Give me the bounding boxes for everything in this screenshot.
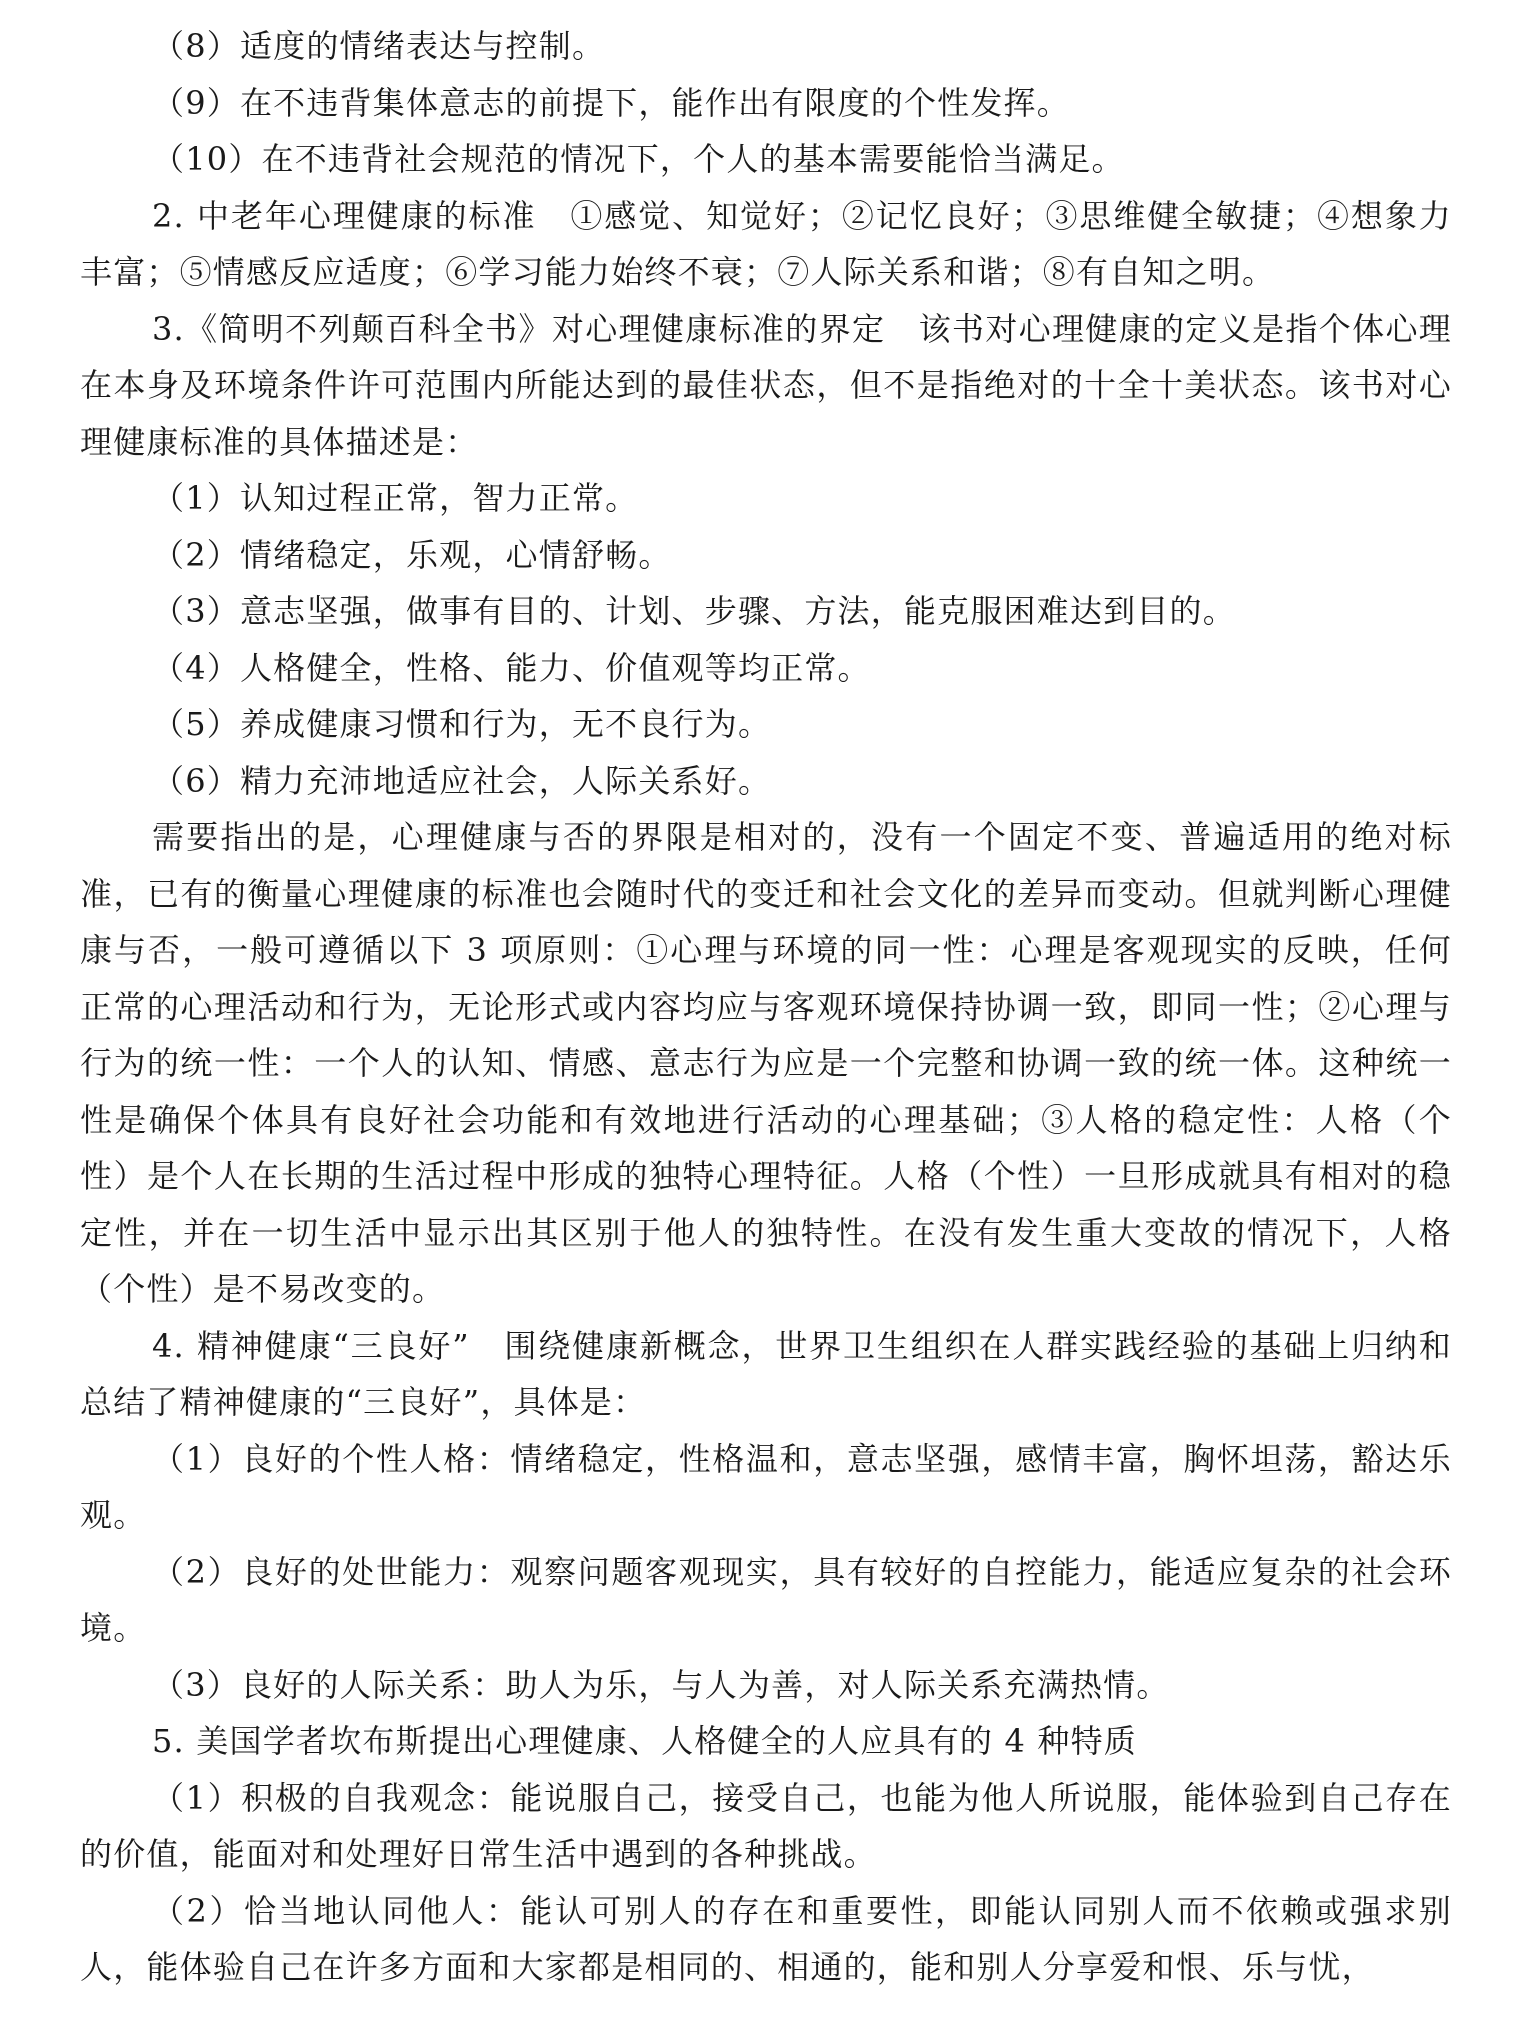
paragraph-criterion-6: （6）精力充沛地适应社会，人际关系好。 <box>152 761 772 800</box>
paragraph-good-personality: （1）良好的个性人格：情绪稳定，性格温和，意志坚强，感情丰富，胸怀坦荡，豁达乐观。 <box>80 1439 1452 1534</box>
paragraph-section-3: 3.《简明不列颠百科全书》对心理健康标准的界定 该书对心理健康的定义是指个体心理在本身及环境条件许可范围内所能达到的最佳状态，但不是指绝对的十全十美状态。该书对心理健康标准的具体描述是： <box>80 309 1452 461</box>
paragraph-good-coping: （2）良好的处世能力：观察问题客观现实，具有较好的自控能力，能适应复杂的社会环境。 <box>80 1552 1452 1647</box>
paragraph-section-5: 5. 美国学者坎布斯提出心理健康、人格健全的人应具有的 4 种特质 <box>152 1722 1138 1760</box>
paragraph-criterion-3: （3）意志坚强，做事有目的、计划、步骤、方法，能克服困难达到目的。 <box>152 592 1236 630</box>
paragraph-trait-2: （2）恰当地认同他人：能认可别人的存在和重要性，即能认同别人而不依赖或强求别人，能体验自己在许多方面和大家都是相同的、相通的，能和别人分享爱和恨、乐与忧， <box>80 1891 1452 1986</box>
paragraph-principles: 需要指出的是，心理健康与否的界限是相对的，没有一个固定不变、普遍适用的绝对标准，已有的衡量心理健康的标准也会随时代的变迁和社会文化的差异而变动。但就判断心理健康与否，一般可遵循以下 3 项原则：①心理与环境的同一性：心理是客观现实的反映，任何正常的心理活动和行为，无论形式或内容均应与客观环境保持协调一致，即同一性；②心理与行为的统一性：一个人的认知、情感、意志行为应是一个完整和协调一致的统一体。这种统一性是确保个体具有良好社会功能和有效地进行活动的心理基础；③人格的稳定性：人格（个性）是个人在长期的生活过程中形成的独特心理特征。人格（个性）一旦形成就具有相对的稳定性，并在一切生活中显示出其区别于他人的独特性。在没有发生重大变故的情况下，人格（个性）是不易改变的。 <box>80 818 1452 1308</box>
document-body <box>80 18 1452 1996</box>
paragraph-item-9: （9）在不违背集体意志的前提下，能作出有限度的个性发挥。 <box>152 83 1070 122</box>
paragraph-criterion-4: （4）人格健全，性格、能力、价值观等均正常。 <box>152 648 871 687</box>
paragraph-item-10: （10）在不违背社会规范的情况下，个人的基本需要能恰当满足。 <box>152 140 1125 178</box>
paragraph-item-8: （8）适度的情绪表达与控制。 <box>152 27 606 65</box>
paragraph-criterion-2: （2）情绪稳定，乐观，心情舒畅。 <box>152 535 672 574</box>
paragraph-good-relations: （3）良好的人际关系：助人为乐，与人为善，对人际关系充满热情。 <box>152 1665 1170 1704</box>
paragraph-trait-1: （1）积极的自我观念：能说服自己，接受自己，也能为他人所说服，能体验到自己存在的价值，能面对和处理好日常生活中遇到的各种挑战。 <box>80 1778 1452 1873</box>
paragraph-section-2: 2. 中老年心理健康的标准 ①感觉、知觉好；②记忆良好；③思维健全敏捷；④想象力丰富；⑤情感反应适度；⑥学习能力始终不衰；⑦人际关系和谐；⑧有自知之明。 <box>80 196 1452 291</box>
paragraph-section-4: 4. 精神健康“三良好” 围绕健康新概念，世界卫生组织在人群实践经验的基础上归纳和总结了精神健康的“三良好”，具体是： <box>80 1326 1452 1421</box>
paragraph-criterion-1: （1）认知过程正常，智力正常。 <box>152 479 639 517</box>
paragraph-criterion-5: （5）养成健康习惯和行为，无不良行为。 <box>152 705 772 743</box>
